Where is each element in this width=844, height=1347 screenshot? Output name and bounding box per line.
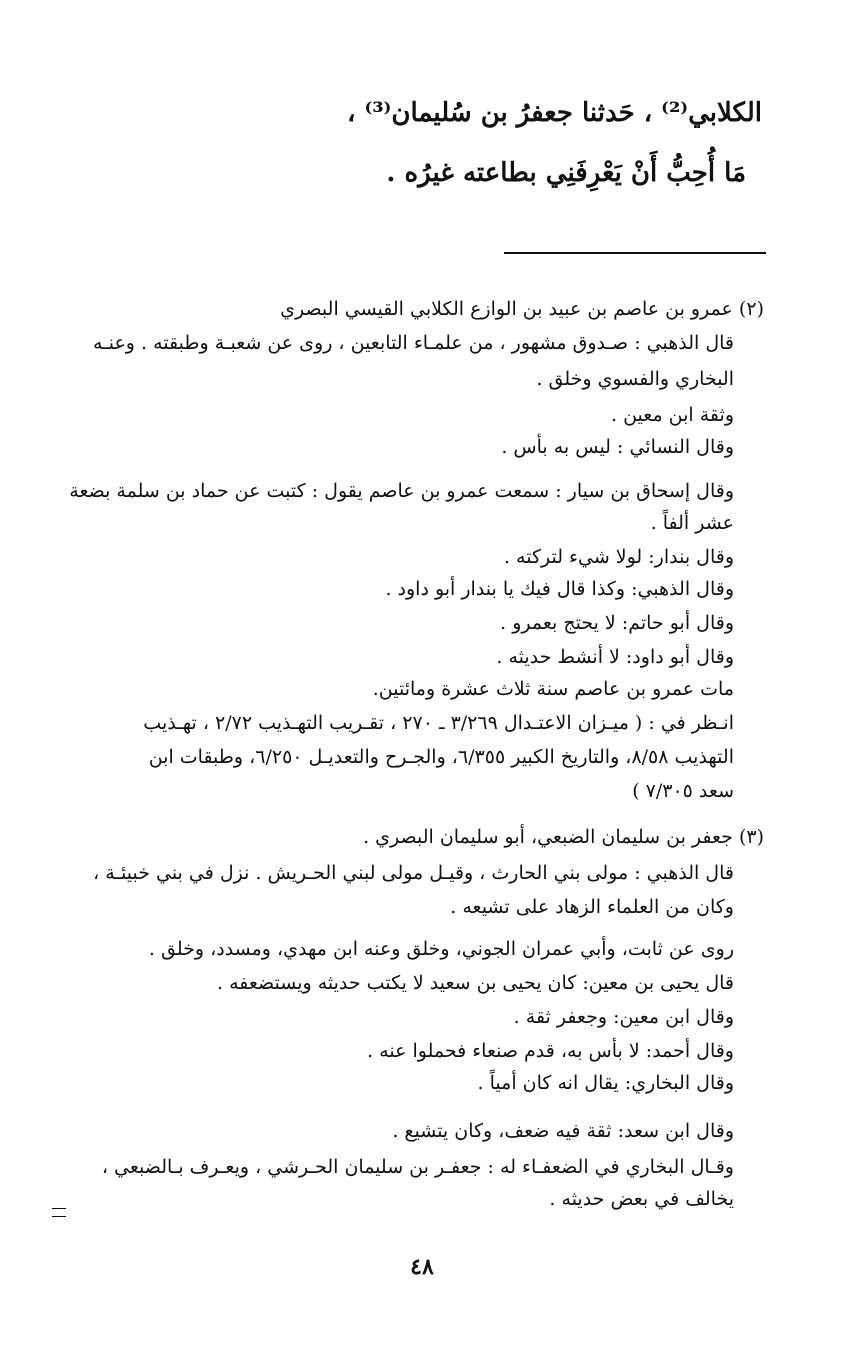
footnote-2-line: سعد ٧/٣٠٥ ) [632,780,734,802]
footnote-2-line: مات عمرو بن عاصم سنة ثلاث عشرة ومائتين. [372,678,734,700]
footnote-3-heading: (٣) جعفر بن سليمان الضبعي، أبو سليمان البصري . [363,826,764,848]
footnote-2-line: قال الذهبي : صـدوق مشهور ، من علمـاء التابعين ، روى عن شعبـة وطبقته . وعنـه [92,332,734,354]
footnote-3-line: وقال ابن سعد: ثقة فيه ضعف، وكان يتشيع . [392,1120,734,1142]
footnote-3-line: قال الذهبي : مولى بني الحارث ، وقيـل مولى لبني الحـريش . نزل في بني خبيئـة ، [93,862,734,884]
continuation-mark [52,1208,66,1217]
page-number: ٤٨ [410,1254,434,1280]
footnote-2-line: انـظر في : ( ميـزان الاعتـدال ٣/٢٦٩ ـ ٢٧٠ ، تقـريب التهـذيب ٢/٧٢ ، تهـذيب [143,712,734,734]
footnote-2-heading: (٢) عمرو بن عاصم بن عبيد بن الوازع الكلابي القيسي البصري [280,298,764,320]
footnote-2-line: وقال الذهبي: وكذا قال فيك يا بندار أبو داود . [385,578,734,600]
footnote-3-line: وكان من العلماء الزهاد على تشيعه . [450,896,734,918]
footnote-3-line: وقال ابن معين: وجعفر ثقة . [513,1006,734,1028]
footnote-3-line: روى عن ثابت، وأبي عمران الجوني، وخلق وعنه ابن مهدي، ومسدد، وخلق . [148,938,734,960]
footnote-2-line: البخاري والفسوي وخلق . [536,368,734,390]
main-text-line-1: الكلابي⁽²⁾ ، حَدثنا جعفرُ بن سُليمان⁽³⁾ ، [347,98,762,128]
main-text-line-2: مَا أُحِبُّ أَنْ يَعْرِفَنِي بطاعته غيرُه . [386,158,746,188]
footnote-divider [504,252,766,254]
footnote-3-line: وقال أحمد: لا بأس به، قدم صنعاء فحملوا عنه . [367,1040,734,1062]
footnote-3-line: وقـال البخاري في الضعفـاء له : جعفـر بن سليمان الحـرشي ، ويعـرف بـالضبعي ، [101,1156,734,1178]
footnote-2-line: وقال أبو داود: لا أنشط حديثه . [496,646,734,668]
footnote-3-line: وقال البخاري: يقال انه كان أمياً . [477,1072,734,1094]
footnote-2-line: وقال النسائي : ليس به بأس . [501,436,734,458]
footnote-2-line: وقال أبو حاتم: لا يحتج بعمرو . [500,612,734,634]
footnote-3-line: يخالف في بعض حديثه . [549,1188,734,1210]
footnote-3-line: قال يحيى بن معين: كان يحيى بن سعيد لا يكتب حديثه ويستضعفه . [217,972,734,994]
footnote-2-line: عشر ألفاً . [650,512,734,534]
footnote-2-line: وقال بندار: لولا شيء لتركته . [503,546,734,568]
footnote-2-line: وقال إسحاق بن سيار : سمعت عمرو بن عاصم يقول : كتبت عن حماد بن سلمة بضعة [69,480,734,502]
footnote-2-line: وثقة ابن معين . [611,404,734,426]
footnote-2-line: التهذيب ٨/٥٨، والتاريخ الكبير ٦/٣٥٥، والجـرح والتعديـل ٦/٢٥٠، وطبقات ابن [148,746,734,768]
